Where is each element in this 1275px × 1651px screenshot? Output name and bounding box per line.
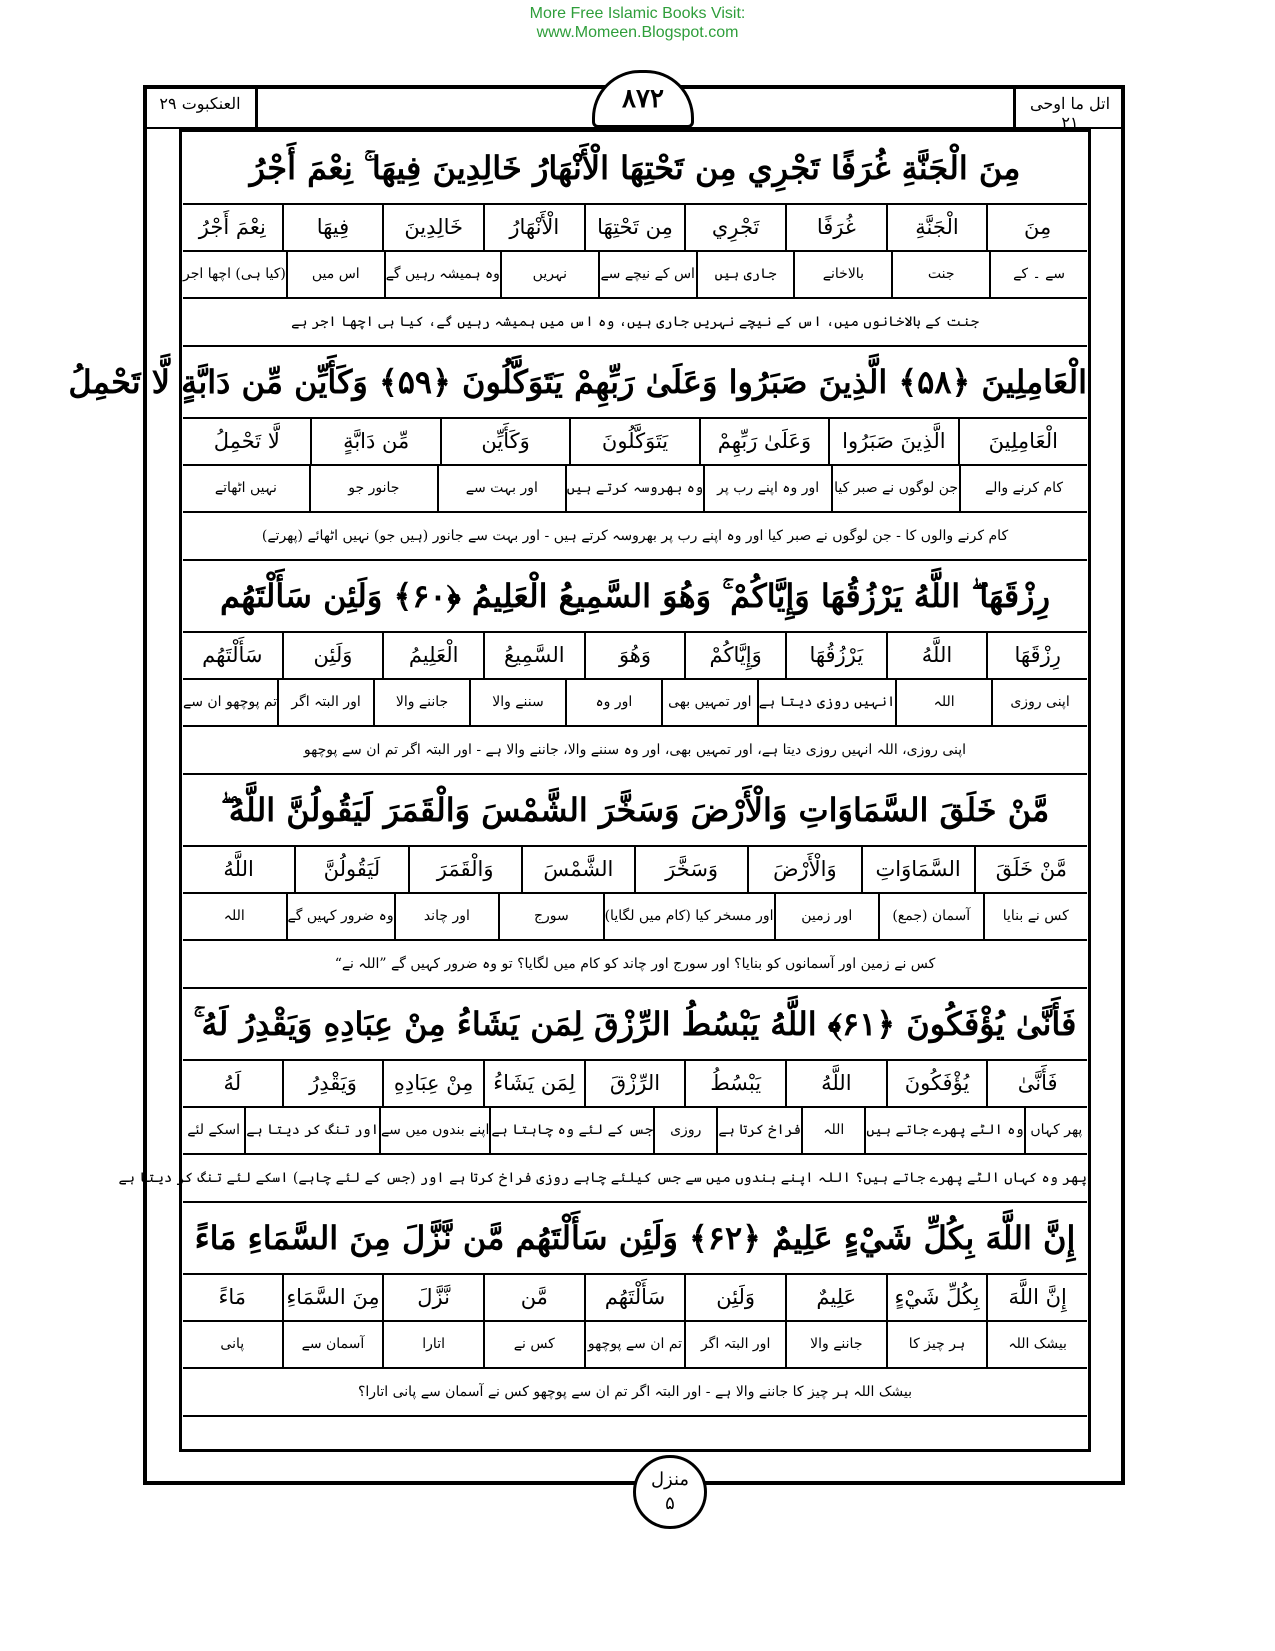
- urdu-meaning-cell: پھر کہاں: [1024, 1108, 1087, 1153]
- urdu-meaning-cell: نہیں اٹھاتے: [214, 480, 277, 496]
- verse-block: [183, 775, 1087, 989]
- arabic-word-cell: اللَّهُ: [886, 633, 987, 678]
- arabic-word-cell: يُؤْفَكُونَ: [886, 1061, 987, 1106]
- urdu-meaning-cell: اور زمین: [774, 894, 879, 939]
- urdu-meaning-cell: نہریں: [500, 252, 598, 297]
- word-row: [183, 633, 1087, 680]
- urdu-meaning-cell: اسکے لئے: [187, 1122, 240, 1138]
- manzil-badge: [633, 1455, 707, 1529]
- urdu-meaning-cell: فراخ کرتا ہے: [716, 1108, 801, 1153]
- arabic-word-cell: مِنَ السَّمَاءِ: [282, 1275, 383, 1320]
- urdu-meaning-cell: پانی: [220, 1336, 245, 1352]
- urdu-meaning-cell: آسمان (جمع): [878, 894, 983, 939]
- urdu-meaning-cell: اور تنگ کر دیتا ہے: [244, 1108, 379, 1153]
- arabic-word-cell: فِيهَا: [282, 205, 383, 250]
- arabic-word-cell: لَهُ: [223, 1071, 242, 1095]
- urdu-meaning-cell: اللہ: [895, 680, 991, 725]
- urdu-meaning-cell: کس نے: [483, 1322, 584, 1367]
- arabic-word-cell: بِكُلِّ شَيْءٍ: [886, 1275, 987, 1320]
- word-row: [183, 1061, 1087, 1108]
- urdu-meaning-cell: اور البتہ اگر: [277, 680, 373, 725]
- arabic-word-cell: وَلَئِن: [282, 633, 383, 678]
- urdu-meaning-cell: تم پوچھو ان سے: [183, 694, 278, 710]
- urdu-meaning-cell: جنت: [891, 252, 989, 297]
- urdu-meaning-cell: بالاخانے: [793, 252, 891, 297]
- urdu-meaning-cell: جاری ہیں: [696, 252, 794, 297]
- urdu-meaning-cell: اللہ: [801, 1108, 864, 1153]
- urdu-meaning-cell: وہ ہمیشہ رہیں گے: [384, 252, 500, 297]
- arabic-word-cell: مِنْ عِبَادِهِ: [382, 1061, 483, 1106]
- urdu-translation-line: اپنی روزی، اللہ انہیں روزی دیتا ہے، اور تمہیں بھی، اور وہ سننے والا، جاننے والا ہے - اور البتہ اگر تم ان سے پوچھو: [303, 742, 967, 758]
- arabic-word-cell: وَلَئِن: [684, 1275, 785, 1320]
- arabic-word-cell: فَأَنَّىٰ: [986, 1061, 1087, 1106]
- urdu-meaning-cell: جاننے والا: [785, 1322, 886, 1367]
- verse-block: [183, 1203, 1087, 1417]
- urdu-meaning-cell: ہر چیز کا: [886, 1322, 987, 1367]
- urdu-meaning-cell: سورج: [498, 894, 603, 939]
- arabic-word-cell: الْعَلِيمُ: [382, 633, 483, 678]
- para-name: اتل ما اوحی ۲۱: [1029, 94, 1111, 132]
- arabic-word-cell: الَّذِينَ صَبَرُوا: [828, 419, 957, 464]
- meaning-row: [183, 1108, 1087, 1155]
- urdu-meaning-cell: جس کے لئے وہ چاہتا ہے: [489, 1108, 653, 1153]
- verse-block: [183, 133, 1087, 347]
- arabic-word-cell: إِنَّ اللَّهَ: [986, 1275, 1087, 1320]
- word-row: [183, 205, 1087, 252]
- urdu-meaning-cell: اور وہ اپنے رب پر: [703, 466, 831, 511]
- arabic-word-cell: عَلِيمٌ: [785, 1275, 886, 1320]
- urdu-meaning-cell: جن لوگوں نے صبر کیا: [831, 466, 959, 511]
- arabic-verse-line: فَأَنَّىٰ يُؤْفَكُونَ ﴿۶۱﴾ اللَّهُ يَبْسُطُ الرِّزْقَ لِمَن يَشَاءُ مِنْ عِبَادِهِ وَيَقْدِرُ لَهُ ۚ: [183, 989, 1087, 1061]
- promo-banner: [0, 4, 1275, 42]
- meaning-row: [183, 466, 1087, 513]
- meaning-row: [183, 680, 1087, 727]
- arabic-word-cell: وَيَقْدِرُ: [282, 1061, 383, 1106]
- urdu-meaning-cell: سے ۔ کے: [989, 252, 1087, 297]
- arabic-word-cell: يَبْسُطُ: [684, 1061, 785, 1106]
- arabic-word-cell: مَاءً: [218, 1285, 247, 1309]
- urdu-meaning-cell: اس میں: [286, 252, 384, 297]
- arabic-word-cell: اللَّهُ: [785, 1061, 886, 1106]
- header-separator-left: [255, 89, 258, 127]
- urdu-meaning-cell: اتارا: [382, 1322, 483, 1367]
- urdu-meaning-cell: تم ان سے پوچھو: [584, 1322, 685, 1367]
- arabic-word-cell: الشَّمْسَ: [521, 847, 634, 892]
- page-content: [68, 133, 1087, 1417]
- meaning-row: [183, 252, 1087, 299]
- arabic-word-cell: وَالْقَمَرَ: [408, 847, 521, 892]
- header-separator-right: [1013, 89, 1016, 127]
- arabic-word-cell: الْأَنْهَارُ: [483, 205, 584, 250]
- urdu-translation-line: کس نے زمین اور آسمانوں کو بنایا؟ اور سورج اور چاند کو کام میں لگایا؟ تو وہ ضرور کہیں گے ”اللہ نے“: [334, 956, 936, 972]
- page-number: ۸۷۲: [592, 70, 694, 128]
- arabic-word-cell: وَإِيَّاكُمْ: [684, 633, 785, 678]
- urdu-meaning-cell: بیشک اللہ: [986, 1322, 1087, 1367]
- arabic-word-cell: السَّمِيعُ: [483, 633, 584, 678]
- urdu-meaning-cell: آسمان سے: [282, 1322, 383, 1367]
- urdu-meaning-cell: وہ الٹے پھرے جاتے ہیں: [864, 1108, 1023, 1153]
- arabic-word-cell: تَجْرِي: [684, 205, 785, 250]
- arabic-word-cell: خَالِدِينَ: [382, 205, 483, 250]
- arabic-verse-line: رِزْقَهَا ۖ اللَّهُ يَرْزُقُهَا وَإِيَّاكُمْ ۚ وَهُوَ السَّمِيعُ الْعَلِيمُ ﴿۶۰﴾ وَلَئِن سَأَلْتَهُم: [183, 561, 1087, 633]
- arabic-word-cell: سَأَلْتَهُم: [584, 1275, 685, 1320]
- urdu-translation-line: جنت کے بالاخانوں میں، اس کے نیچے نہریں جاری ہیں، وہ اس میں ہمیشہ رہیں گے، کیا ہی اچھا اجر ہے: [291, 314, 979, 330]
- urdu-meaning-cell: وہ بھروسہ کرتے ہیں: [565, 466, 703, 511]
- urdu-translation-line: بیشک اللہ ہر چیز کا جاننے والا ہے - اور البتہ اگر تم ان سے پوچھو کس نے آسمان سے پانی اتارا؟: [357, 1384, 913, 1400]
- arabic-word-cell: سَأَلْتَهُم: [202, 643, 263, 667]
- arabic-word-cell: يَتَوَكَّلُونَ: [569, 419, 698, 464]
- arabic-word-cell: مِّن دَابَّةٍ: [310, 419, 439, 464]
- arabic-word-cell: لَّا تَحْمِلُ: [213, 429, 280, 453]
- arabic-word-cell: الْجَنَّةِ: [886, 205, 987, 250]
- arabic-word-cell: غُرَفًا: [785, 205, 886, 250]
- promo-link[interactable]: www.Momeen.Blogspot.com: [536, 24, 739, 41]
- manzil-label: منزل: [650, 1469, 690, 1490]
- word-row: [183, 1275, 1087, 1322]
- arabic-word-cell: وَكَأَيِّن: [440, 419, 569, 464]
- verse-block: [118, 989, 1087, 1203]
- arabic-word-cell: السَّمَاوَاتِ: [861, 847, 974, 892]
- meaning-row: [183, 894, 1087, 941]
- urdu-meaning-cell: اس کے نیچے سے: [598, 252, 696, 297]
- urdu-meaning-cell: جاننے والا: [373, 680, 469, 725]
- urdu-meaning-cell: اور تمہیں بھی: [661, 680, 757, 725]
- urdu-meaning-cell: انہیں روزی دیتا ہے: [757, 680, 895, 725]
- arabic-word-cell: وَعَلَىٰ رَبِّهِمْ: [699, 419, 828, 464]
- arabic-verse-line: مَّنْ خَلَقَ السَّمَاوَاتِ وَالْأَرْضَ وَسَخَّرَ الشَّمْسَ وَالْقَمَرَ لَيَقُولُنَّ اللَّهُ ۖ: [183, 775, 1087, 847]
- arabic-word-cell: اللَّهُ: [223, 857, 254, 881]
- arabic-verse-line: الْعَامِلِينَ ﴿۵۸﴾ الَّذِينَ صَبَرُوا وَعَلَىٰ رَبِّهِمْ يَتَوَكَّلُونَ ﴿۵۹﴾ وَكَأَيِّن مِّن دَابَّةٍ لَّا تَحْمِلُ: [183, 347, 1087, 419]
- urdu-meaning-cell: جانور جو: [309, 466, 437, 511]
- arabic-word-cell: مَّن: [483, 1275, 584, 1320]
- arabic-word-cell: وَالْأَرْضَ: [747, 847, 860, 892]
- arabic-verse-line: إِنَّ اللَّهَ بِكُلِّ شَيْءٍ عَلِيمٌ ﴿۶۲﴾ وَلَئِن سَأَلْتَهُم مَّن نَّزَّلَ مِنَ السَّمَاءِ مَاءً: [183, 1203, 1087, 1275]
- urdu-meaning-cell: کام کرنے والے: [959, 466, 1087, 511]
- arabic-word-cell: وَسَخَّرَ: [634, 847, 747, 892]
- arabic-word-cell: مِنَ: [986, 205, 1087, 250]
- meaning-row: [183, 1322, 1087, 1369]
- arabic-verse-line: مِنَ الْجَنَّةِ غُرَفًا تَجْرِي مِن تَحْتِهَا الْأَنْهَارُ خَالِدِينَ فِيهَا ۚ نِعْمَ أَجْرُ: [183, 133, 1087, 205]
- urdu-meaning-cell: اللہ: [223, 908, 245, 924]
- arabic-word-cell: وَهُوَ: [584, 633, 685, 678]
- urdu-meaning-cell: اور مسخر کیا (کام میں لگایا): [603, 894, 774, 939]
- arabic-word-cell: مِن تَحْتِهَا: [584, 205, 685, 250]
- urdu-translation-line: پھر وہ کہاں الٹے پھرے جاتے ہیں؟ اللہ اپنے بندوں میں سے جس کیلئے چاہے روزی فراخ کرتا ہے اور (جس کے لئے چاہے) اسکے لئے تنگ کر دیتا ہے: [118, 1170, 1087, 1186]
- urdu-meaning-cell: سننے والا: [469, 680, 565, 725]
- urdu-meaning-cell: وہ ضرور کہیں گے: [286, 894, 394, 939]
- verse-block: [183, 561, 1087, 775]
- manzil-number: ۵: [665, 1493, 675, 1514]
- urdu-meaning-cell: اور البتہ اگر: [684, 1322, 785, 1367]
- urdu-meaning-cell: کس نے بنایا: [983, 894, 1088, 939]
- promo-line-1: More Free Islamic Books Visit:: [529, 5, 746, 22]
- arabic-word-cell: رِزْقَهَا: [986, 633, 1087, 678]
- arabic-word-cell: نَّزَّلَ: [382, 1275, 483, 1320]
- arabic-word-cell: الرِّزْقَ: [584, 1061, 685, 1106]
- urdu-meaning-cell: اور وہ: [565, 680, 661, 725]
- verse-block: [68, 347, 1087, 561]
- urdu-meaning-cell: اپنے بندوں میں سے: [379, 1108, 489, 1153]
- word-row: [183, 847, 1087, 894]
- arabic-word-cell: لَيَقُولُنَّ: [294, 847, 407, 892]
- arabic-word-cell: مَّنْ خَلَقَ: [974, 847, 1087, 892]
- urdu-meaning-cell: اور چاند: [394, 894, 499, 939]
- arabic-word-cell: نِعْمَ أَجْرُ: [198, 215, 266, 239]
- surah-name: العنکبوت ۲۹: [159, 94, 241, 113]
- arabic-word-cell: يَرْزُقُهَا: [785, 633, 886, 678]
- urdu-translation-line: کام کرنے والوں کا - جن لوگوں نے صبر کیا اور وہ اپنے رب پر بھروسہ کرتے ہیں - اور بہت سے جانور (ہیں جو) نہیں اٹھائے (پھرتے): [261, 528, 1009, 544]
- urdu-meaning-cell: (کیا ہی) اچھا اجر: [183, 266, 286, 282]
- word-row: [183, 419, 1087, 466]
- urdu-meaning-cell: اپنی روزی: [991, 680, 1087, 725]
- urdu-meaning-cell: اور بہت سے: [437, 466, 565, 511]
- urdu-meaning-cell: روزی: [653, 1108, 716, 1153]
- arabic-word-cell: لِمَن يَشَاءُ: [483, 1061, 584, 1106]
- arabic-word-cell: الْعَامِلِينَ: [958, 419, 1087, 464]
